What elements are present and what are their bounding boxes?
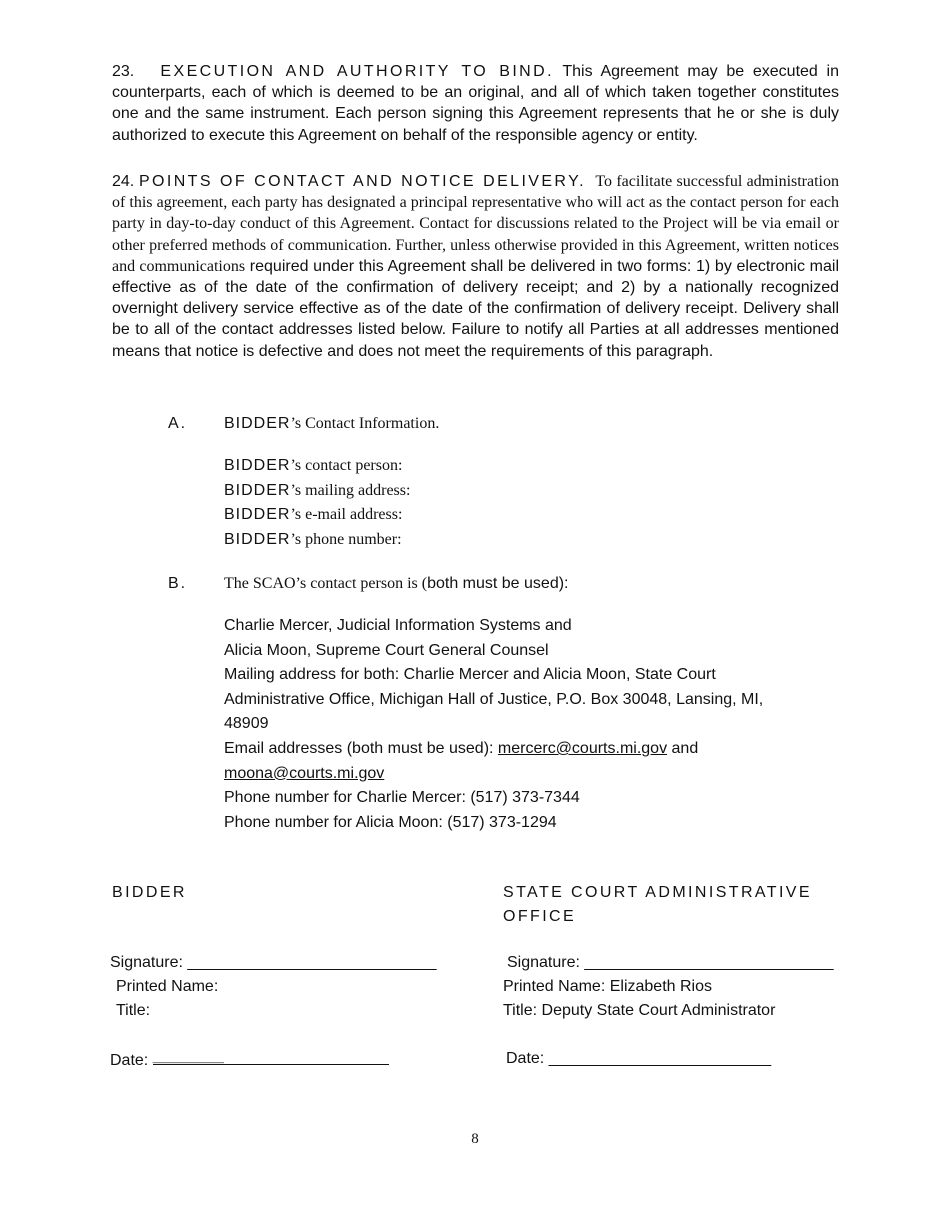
item-a-title-suffix: ’s Contact Information. <box>290 415 440 432</box>
scao-signature-heading <box>503 881 812 929</box>
section-23-text: This Agreement may be executed in counterparts, each of which is deemed to be an original, and all of which taken together constitutes one and the same instrument. Each person signing this Agreement represents that he or she is duly authorized to execute this Agreement on behalf of the responsible agency or entity. <box>112 63 840 144</box>
item-b-title-prefix: The SCAO’s contact person is ( <box>224 575 428 592</box>
scao-heading-line-2: OFFICE <box>503 908 577 925</box>
email-label: Email addresses (both must be used): <box>224 739 498 757</box>
scao-phone-mercer: Phone number for Charlie Mercer: (517) 373-7344 <box>224 789 580 807</box>
scao-mailing-line-1: Mailing address for both: Charlie Mercer and Alicia Moon, State Court <box>224 666 716 684</box>
page-number: 8 <box>471 1131 479 1147</box>
scao-email-line-2 <box>224 762 844 787</box>
item-b-title <box>224 575 569 593</box>
scao-contact-line-2: Alicia Moon, Supreme Court General Counsel <box>224 641 549 659</box>
email-link-mercer[interactable]: mercerc@courts.mi.gov <box>497 739 668 757</box>
section-24-number: 24. <box>112 173 135 190</box>
bidder-phone-number: BIDDER’s phone number: <box>224 530 402 548</box>
email-and: and <box>667 739 699 757</box>
bidder-contact-lines <box>224 454 844 552</box>
section-23 <box>112 61 839 146</box>
bidder-date-label: Date: <box>110 1052 153 1069</box>
email-link-moon[interactable]: moona@courts.mi.gov <box>224 764 385 782</box>
scao-heading-line-1: STATE COURT ADMINISTRATIVE <box>503 884 812 901</box>
scao-email-line <box>224 737 844 762</box>
bidder-signature-line[interactable]: Signature: ____________________________ <box>110 954 437 971</box>
scao-title: Title: Deputy State Court Administrator <box>503 1002 776 1019</box>
scao-signature-line[interactable]: Signature: ____________________________ <box>507 954 834 971</box>
bidder-email-address: BIDDER’s e-mail address: <box>224 506 403 524</box>
item-b-letter: B. <box>168 575 188 592</box>
scao-printed-name: Printed Name: Elizabeth Rios <box>503 978 712 995</box>
scao-contact-line-1: Charlie Mercer, Judicial Information Systems and <box>224 617 572 634</box>
bidder-date-field[interactable]: ________ <box>153 1050 389 1065</box>
scao-mailing-line-2: Administrative Office, Michigan Hall of Justice, P.O. Box 30048, Lansing, MI, <box>224 690 764 708</box>
section-24 <box>112 171 839 362</box>
scao-mailing-line-3: 48909 <box>224 715 269 733</box>
bidder-title: Title: <box>116 1002 151 1019</box>
scao-contact-lines <box>224 614 844 835</box>
section-24-text-b: required under this Agreement shall be delivered in two forms: 1) by electronic mail effective as of the date of the confirmation of delivery receipt; and 2) by a nationally recognized overnight delivery service effective as of the date of the confirmation of delivery receipt. Delivery shall be to all of the contact addresses listed below. Failure to notify all Parties at all addresses mentioned means that notice is defective and does not meet the requirements of this paragraph. <box>112 257 840 360</box>
section-23-heading: EXECUTION AND AUTHORITY TO BIND. <box>160 63 554 80</box>
item-b-title-suffix: both must be used): <box>427 575 569 592</box>
item-a-title <box>224 415 439 433</box>
section-24-heading: POINTS OF CONTACT AND NOTICE DELIVERY. <box>138 173 586 190</box>
item-a-title-prefix: BIDDER <box>224 415 291 432</box>
bidder-contact-person: BIDDER’s contact person: <box>224 457 403 474</box>
section-24-text-a: To facilitate successful administration of this agreement, each party has designated a principal representative who will act as the contact person for each party in day-to-day conduct of this Agreement. Contact for discussions related to the Project will be via email or other preferred methods of communication. Further, unless otherwise provided in this Agreement, written notices and communications <box>112 173 840 275</box>
scao-date[interactable]: Date: _________________________ <box>506 1050 772 1067</box>
bidder-date <box>110 1050 389 1070</box>
bidder-printed-name: Printed Name: <box>116 978 219 995</box>
bidder-mailing-address: BIDDER’s mailing address: <box>224 481 411 499</box>
bidder-signature-heading: BIDDER <box>112 884 187 901</box>
item-a-letter: A. <box>168 415 188 432</box>
section-23-number: 23. <box>112 63 135 80</box>
scao-phone-moon: Phone number for Alicia Moon: (517) 373-1294 <box>224 813 557 831</box>
